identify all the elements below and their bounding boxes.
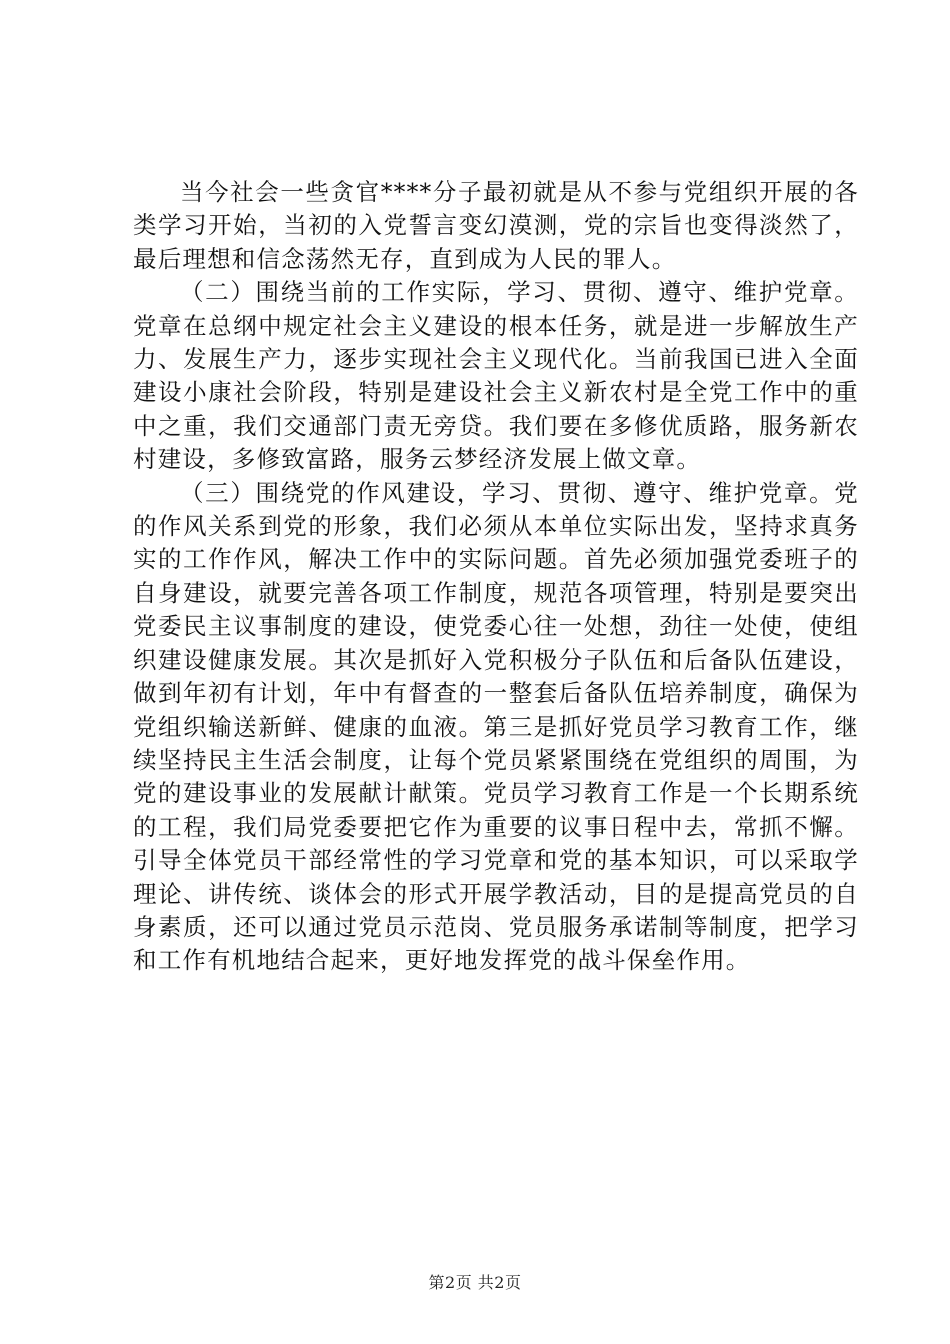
paragraph: （二）围绕当前的工作实际，学习、贯彻、遵守、维护党章。党章在总纲中规定社会主义建设的根本任务，就是进一步解放生产力、发展生产力，逐步实现社会主义现代化。当前我国已进入全面建设小康社会阶段，特别是建设社会主义新农村是全党工作中的重中之重，我们交通部门责无旁贷。我们要在多修优质路，服务新农村建设，多修致富路，服务云梦经济发展上做文章。: [133, 278, 859, 474]
page-number-footer: 第2页 共2页: [428, 1273, 522, 1292]
document-body: [133, 176, 859, 978]
paragraph: 当今社会一些贪官****分子最初就是从不参与党组织开展的各类学习开始，当初的入党誓言变幻漠测，党的宗旨也变得淡然了，最后理想和信念荡然无存，直到成为人民的罪人。: [133, 178, 859, 273]
paragraph: （三）围绕党的作风建设，学习、贯彻、遵守、维护党章。党的作风关系到党的形象，我们必须从本单位实际出发，坚持求真务实的工作作风，解决工作中的实际问题。首先必须加强党委班子的自身建设，就要完善各项工作制度，规范各项管理，特别是要突出党委民主议事制度的建设，使党委心往一处想，劲往一处使，使组织建设健康发展。其次是抓好入党积极分子队伍和后备队伍建设，做到年初有计划，年中有督查的一整套后备队伍培养制度，确保为党组织输送新鲜、健康的血液。第三是抓好党员学习教育工作，继续坚持民主生活会制度，让每个党员紧紧围绕在党组织的周围，为党的建设事业的发展献计献策。党员学习教育工作是一个长期系统的工程，我们局党委要把它作为重要的议事日程中去，常抓不懈。引导全体党员干部经常性的学习党章和党的基本知识，可以采取学理论、讲传统、谈体会的形式开展学教活动，目的是提高党员的自身素质，还可以通过党员示范岗、党员服务承诺制等制度，把学习和工作有机地结合起来，更好地发挥党的战斗保垒作用。: [133, 478, 859, 975]
